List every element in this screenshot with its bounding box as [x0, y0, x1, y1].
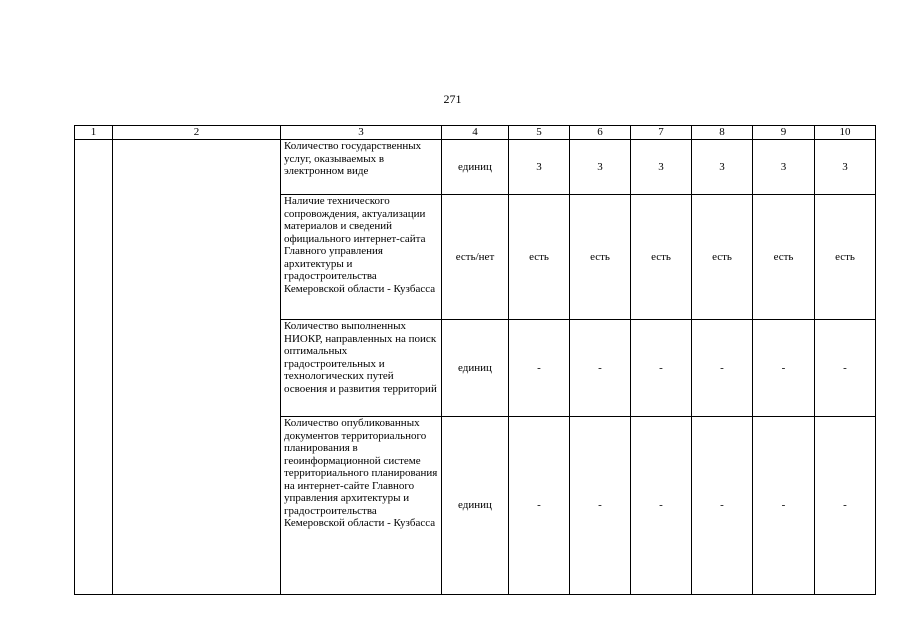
column-number: 10 — [815, 126, 876, 140]
value-cell: - — [753, 320, 815, 417]
value-cell: есть — [753, 195, 815, 320]
value-cell: 3 — [631, 140, 692, 195]
column-number: 3 — [281, 126, 442, 140]
indicators-table — [74, 125, 876, 595]
unit-cell: единиц — [442, 140, 509, 195]
unit-cell: единиц — [442, 320, 509, 417]
value-cell: - — [509, 320, 570, 417]
value-cell: - — [753, 417, 815, 595]
empty-cell — [75, 140, 113, 595]
column-number: 2 — [113, 126, 281, 140]
value-cell: - — [815, 417, 876, 595]
column-number: 8 — [692, 126, 753, 140]
indicator-name: Количество опубликованных документов территориального планирования в геоинформационной системе территориального планирования на интернет-сайте Главного управления архитектуры и градостроительства Кемеровской области - Кузбасса — [281, 417, 442, 595]
value-cell: - — [692, 320, 753, 417]
value-cell: - — [570, 320, 631, 417]
value-cell: - — [692, 417, 753, 595]
value-cell: 3 — [509, 140, 570, 195]
column-number: 9 — [753, 126, 815, 140]
value-cell: 3 — [570, 140, 631, 195]
value-cell: - — [570, 417, 631, 595]
value-cell: есть — [631, 195, 692, 320]
value-cell: есть — [692, 195, 753, 320]
column-number: 5 — [509, 126, 570, 140]
indicator-name: Наличие технического сопровождения, актуализации материалов и сведений официального интернет-сайта Главного управления архитектуры и градостроительства Кемеровской области - Кузбасса — [281, 195, 442, 320]
indicator-name: Количество государственных услуг, оказываемых в электронном виде — [281, 140, 442, 195]
column-number: 7 — [631, 126, 692, 140]
page-number: 271 — [443, 92, 462, 106]
table-row — [75, 140, 876, 195]
value-cell: есть — [509, 195, 570, 320]
value-cell: 3 — [753, 140, 815, 195]
value-cell: - — [631, 320, 692, 417]
value-cell: - — [509, 417, 570, 595]
column-number: 1 — [75, 126, 113, 140]
value-cell: - — [631, 417, 692, 595]
value-cell: есть — [815, 195, 876, 320]
value-cell: 3 — [815, 140, 876, 195]
value-cell: - — [815, 320, 876, 417]
unit-cell: есть/нет — [442, 195, 509, 320]
value-cell: 3 — [692, 140, 753, 195]
empty-cell — [113, 140, 281, 595]
unit-cell: единиц — [442, 417, 509, 595]
value-cell: есть — [570, 195, 631, 320]
indicator-name: Количество выполненных НИОКР, направленных на поиск оптимальных градостроительных и технологических путей освоения и развития территорий — [281, 320, 442, 417]
column-number-row — [75, 126, 876, 140]
column-number: 6 — [570, 126, 631, 140]
column-number: 4 — [442, 126, 509, 140]
